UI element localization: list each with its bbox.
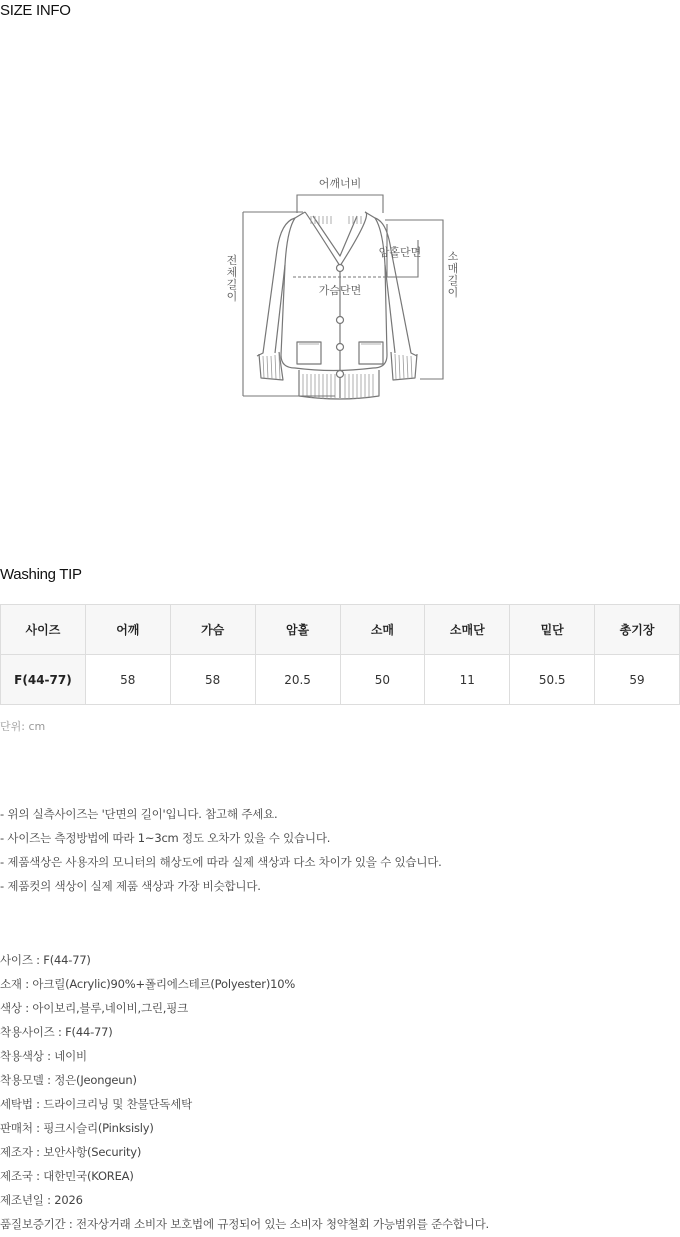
shoulder-label: 어깨너비	[318, 177, 362, 190]
sleeve-length-label: 소 매 길 이	[447, 250, 459, 299]
button	[337, 344, 344, 351]
size-table-header: 밑단	[510, 605, 595, 655]
spec-item: 세탁법 : 드라이크리닝 및 찬물단독세탁	[0, 1097, 193, 1111]
size-info-title: SIZE INFO	[0, 2, 71, 19]
note-item: - 제품컷의 색상이 실제 제품 색상과 가장 비슷합니다.	[0, 879, 261, 893]
size-table	[0, 604, 680, 705]
spec-item: 판매처 : 핑크시슬리(Pinksisly)	[0, 1121, 154, 1135]
hem-cell: 50.5	[510, 655, 595, 705]
spec-item: 착용사이즈 : F(44-77)	[0, 1025, 113, 1039]
total-length-measure-line	[243, 212, 335, 396]
table-row	[1, 655, 680, 705]
button	[337, 317, 344, 324]
spec-item: 색상 : 아이보리,블루,네이비,그린,핑크	[0, 1001, 189, 1015]
spec-item: 사이즈 : F(44-77)	[0, 953, 91, 967]
size-table-header: 소매	[340, 605, 425, 655]
notes-list	[0, 802, 442, 898]
size-table-header: 가슴	[170, 605, 255, 655]
left-pocket	[297, 342, 321, 364]
total-length-label: 전 체 길 이	[226, 254, 238, 303]
size-cell: F(44-77)	[1, 655, 86, 705]
size-table-header: 총기장	[595, 605, 680, 655]
cardigan-size-diagram	[215, 170, 465, 410]
washing-tip-title: Washing TIP	[0, 566, 82, 583]
shoulder-cell: 58	[85, 655, 170, 705]
cuff-cell: 11	[425, 655, 510, 705]
size-table-header: 암홀	[255, 605, 340, 655]
spec-item: 착용색상 : 네이비	[0, 1049, 87, 1063]
chest-cell: 58	[170, 655, 255, 705]
left-sleeve	[257, 218, 295, 356]
spec-item: 제조국 : 대한민국(KOREA)	[0, 1169, 134, 1183]
spec-item: 소재 : 아크릴(Acrylic)90%+폴리에스테르(Polyester)10%	[0, 977, 296, 991]
size-table-header-row	[1, 605, 680, 655]
sleeve-cell: 50	[340, 655, 425, 705]
spec-item: 제조자 : 보안사항(Security)	[0, 1145, 142, 1159]
size-table-header: 소매단	[425, 605, 510, 655]
spec-item: 제조년일 : 2026	[0, 1193, 83, 1207]
chest-label: 가슴단면	[318, 284, 362, 297]
note-item: - 제품색상은 사용자의 모니터의 해상도에 따라 실제 색상과 다소 차이가 있을 수 있습니다.	[0, 855, 442, 869]
button	[337, 371, 344, 378]
button	[337, 265, 344, 272]
note-item: - 사이즈는 측정방법에 따라 1~3cm 정도 오차가 있을 수 있습니다.	[0, 831, 331, 845]
total-length-cell: 59	[595, 655, 680, 705]
size-table-header: 사이즈	[1, 605, 86, 655]
spec-item: 품질보증기간 : 전자상거래 소비자 보호법에 규정되어 있는 소비자 청약철회 가능범위를 준수합니다.	[0, 1217, 489, 1231]
armhole-label: 암홀단면	[378, 246, 422, 259]
right-sleeve	[375, 218, 417, 356]
product-spec-list	[0, 948, 489, 1236]
spec-item: 착용모델 : 정은(Jeongeun)	[0, 1073, 137, 1087]
armhole-cell: 20.5	[255, 655, 340, 705]
unit-note: 단위: cm	[0, 720, 46, 733]
shoulder-measure-line	[297, 195, 383, 213]
note-item: - 위의 실측사이즈는 '단면의 길이'입니다. 참고해 주세요.	[0, 807, 278, 821]
size-table-header: 어깨	[85, 605, 170, 655]
right-pocket	[359, 342, 383, 364]
